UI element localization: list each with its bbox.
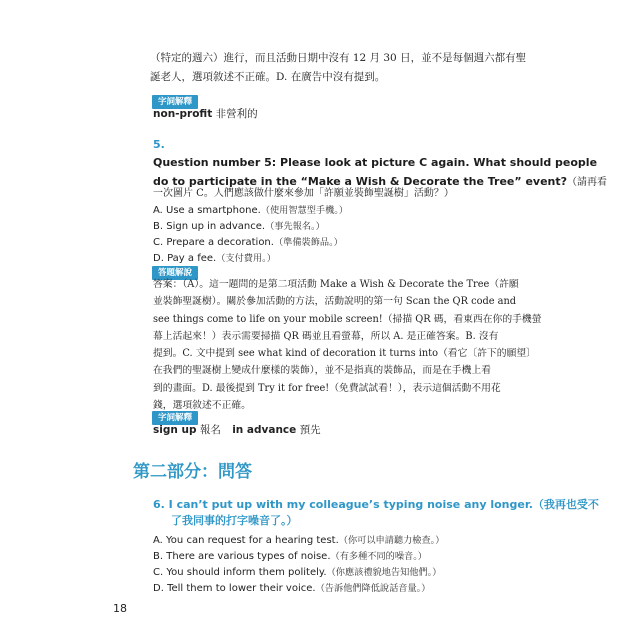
answer-line: 到的畫面。D. 最後提到 Try it for free!（免費試試看！），表示這個活動不用花 bbox=[153, 382, 501, 394]
option-letter: B. bbox=[153, 221, 164, 232]
option-letter: C. bbox=[153, 237, 164, 248]
option-text: Pay a fee. bbox=[167, 253, 217, 264]
option-letter: C. bbox=[153, 567, 164, 578]
q6-option-b bbox=[153, 548, 427, 562]
option-letter: A. bbox=[153, 535, 163, 546]
top-paragraph-line-1: （特定的週六）進行，而且活動日期中沒有 12 月 30 日，並不是每個週六都有聖 bbox=[150, 52, 527, 64]
option-translation: （告訴他們降低說話音量。） bbox=[315, 583, 431, 594]
answer-tag: 答題解說 bbox=[152, 266, 198, 280]
option-c bbox=[153, 234, 343, 248]
option-translation: （你可以申請聽力檢查。） bbox=[338, 535, 445, 546]
question-6-line-2: 了我同事的打字噪音了。） bbox=[171, 514, 298, 527]
q6-option-d bbox=[153, 580, 430, 594]
answer-line: 錢，選項敘述不正確。 bbox=[153, 400, 251, 412]
question-6-line-1: 6. I can’t put up with my colleague’s typing noise any longer.（我再也受不 bbox=[153, 498, 599, 511]
option-d bbox=[153, 250, 276, 264]
answer-line: 幕上活起來！）表示需要掃描 QR 碼並且看螢幕，所以 A. 是正確答案。B. 沒有 bbox=[153, 330, 499, 342]
answer-line: 答案：（A）。這一題問的是第二項活動 Make a Wish & Decorate the Tree（許願 bbox=[153, 279, 519, 290]
option-translation: （你應該禮貌地告知他們。） bbox=[326, 567, 442, 578]
option-b bbox=[153, 218, 325, 232]
vocab-term: in advance bbox=[232, 424, 297, 436]
option-letter: B. bbox=[153, 551, 164, 562]
option-translation: （使用智慧型手機。） bbox=[260, 205, 349, 216]
question-title-line-1: Question number 5: Please look at picture C again. What should people bbox=[153, 156, 598, 169]
vocab-meaning: 非營利的 bbox=[212, 108, 258, 120]
option-translation: （支付費用。） bbox=[216, 253, 276, 264]
answer-line: 並裝飾聖誕樹）。關於參加活動的方法，活動說明的第一句 Scan the QR code and bbox=[153, 296, 517, 308]
vocab-term: sign up bbox=[153, 424, 197, 436]
answer-explanation bbox=[153, 276, 542, 414]
option-translation: （準備裝飾品。） bbox=[273, 237, 343, 248]
vocab-entry-2 bbox=[153, 420, 321, 440]
vocab-meaning: 報名 bbox=[196, 424, 221, 436]
answer-line: see things come to life on your mobile screen!（掃描 QR 碼，看東西在你的手機螢 bbox=[153, 313, 542, 325]
vocab-term: non-profit bbox=[153, 108, 213, 120]
answer-line: 在我們的聖誕樹上變成什麼樣的裝飾），並不是指真的裝飾品，而是在手機上看 bbox=[153, 365, 491, 377]
option-letter: A. bbox=[153, 205, 163, 216]
question-title-line-3: 一次圖片 C。人們應該做什麼來參加「許願並裝飾聖誕樹」活動？） bbox=[153, 188, 454, 199]
option-text: Use a smartphone. bbox=[166, 205, 261, 216]
option-letter: D. bbox=[153, 253, 164, 264]
question-title-en: do to participate in the “Make a Wish & Decorate the Tree” event? bbox=[153, 175, 568, 188]
question-title-zh: （請再看 bbox=[567, 177, 608, 188]
option-text: Sign up in advance. bbox=[166, 221, 266, 232]
option-text: Tell them to lower their voice. bbox=[167, 583, 316, 594]
answer-line: 提到。C. 文中提到 see what kind of decoration it turns into（看它〔許下的願望〕 bbox=[153, 348, 536, 360]
section-title: 第二部分：問答 bbox=[133, 462, 252, 482]
option-text: You should inform them politely. bbox=[166, 567, 327, 578]
option-text: There are various types of noise. bbox=[166, 551, 331, 562]
q6-option-a bbox=[153, 532, 444, 546]
q6-option-c bbox=[153, 564, 441, 578]
page-number: 18 bbox=[113, 602, 127, 615]
vocab-tag: 字詞解釋 bbox=[152, 95, 198, 109]
option-translation: （有多種不同的噪音。） bbox=[330, 551, 427, 562]
option-a bbox=[153, 202, 348, 216]
option-text: Prepare a decoration. bbox=[166, 237, 274, 248]
vocab-entry bbox=[153, 104, 258, 124]
question-number: 5. bbox=[153, 138, 165, 151]
top-paragraph-line-2: 誕老人，選項敘述不正確。D. 在廣告中沒有提到。 bbox=[150, 71, 386, 83]
option-translation: （事先報名。） bbox=[265, 221, 325, 232]
option-letter: D. bbox=[153, 583, 164, 594]
option-text: You can request for a hearing test. bbox=[166, 535, 339, 546]
vocab-tag-2: 字詞解釋 bbox=[152, 411, 198, 425]
vocab-meaning: 預先 bbox=[296, 424, 321, 436]
